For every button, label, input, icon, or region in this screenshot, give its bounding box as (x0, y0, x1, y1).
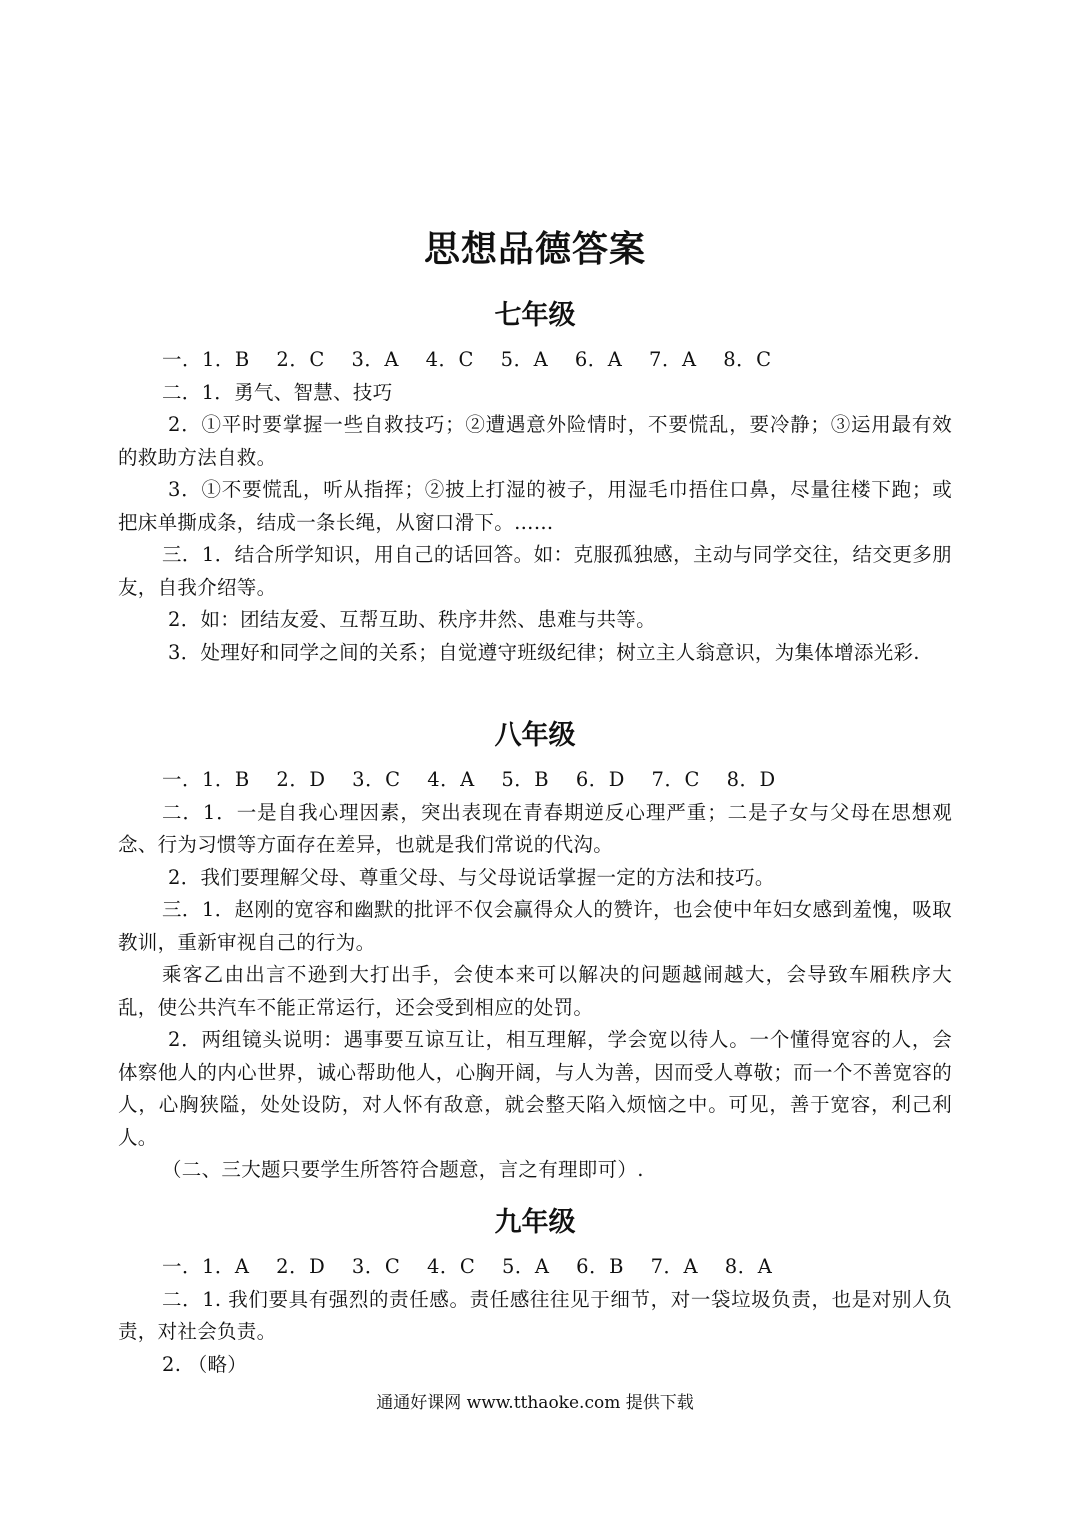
footer-download-note: 通通好课网 www.tthaoke.com 提供下载 (376, 1393, 694, 1413)
section-grade-8 (118, 716, 952, 1187)
grade-8-multiple-choice-answers: 一．1．B 2．D 3．C 4．A 5．B 6．D 7．C 8．D (162, 768, 776, 791)
grade-7-part3-q3: 3．处理好和同学之间的关系；自觉遵守班级纪律；树立主人翁意识，为集体增添光彩. (168, 640, 920, 664)
grade-8-part3-q2: 2．两组镜头说明：遇事要互谅互让，相互理解，学会宽以待人。一个懂得宽容的人，会体察他人的内心世界，诚心帮助他人，心胸开阔，与人为善，因而受人尊敬；而一个不善宽容的人，心胸狭隘，处处设防，对人怀有敌意，就会整天陷入烦恼之中。可见，善于宽容，利己利人。 (118, 1028, 952, 1149)
grade-8-part3-q1: 三．1．赵刚的宽容和幽默的批评不仅会赢得众人的赞许，也会使中年妇女感到羞愧，吸取教训，重新审视自己的行为。 (118, 898, 952, 954)
grade-7-part2-q2: 2．①平时要掌握一些自救技巧；②遭遇意外险情时，不要慌乱，要冷静；③运用最有效的救助方法自救。 (118, 413, 952, 469)
document-title: 思想品德答案 (423, 229, 646, 270)
grade-7-part2-q1: 二．1．勇气、智慧、技巧 (162, 380, 393, 404)
grade-9-part2-q2: 2. （略） (162, 1352, 248, 1376)
grade-7-heading: 七年级 (494, 300, 576, 331)
grade-7-part2-q3: 3．①不要慌乱，听从指挥；②披上打湿的被子，用湿毛巾捂住口鼻，尽量往楼下跑；或把床单撕成条，结成一条长绳，从窗口滑下。…… (118, 478, 952, 534)
grade-8-part3-q1-continued: 乘客乙由出言不逊到大打出手，会使本来可以解决的问题越闹越大，会导致车厢秩序大乱，使公共汽车不能正常运行，还会受到相应的处罚。 (118, 963, 952, 1019)
grade-7-part3-q1: 三．1．结合所学知识，用自己的话回答。如：克服孤独感，主动与同学交往，结交更多朋友，自我介绍等。 (118, 543, 952, 599)
section-grade-9 (118, 1203, 952, 1381)
grade-8-part2-q2: 2．我们要理解父母、尊重父母、与父母说话掌握一定的方法和技巧。 (168, 865, 775, 889)
grade-8-grading-note: （二、三大题只要学生所答符合题意，言之有理即可）. (162, 1158, 644, 1181)
grade-7-part3-q2: 2．如：团结友爱、互帮互助、秩序井然、患难与共等。 (168, 608, 656, 631)
grade-9-heading: 九年级 (494, 1207, 576, 1238)
grade-9-part2-q1: 二．1. 我们要具有强烈的责任感。责任感往往见于细节，对一袋垃圾负责，也是对别人负责，对社会负责。 (118, 1287, 952, 1343)
grade-9-multiple-choice-answers: 一．1．A 2．D 3．C 4．C 5．A 6．B 7．A 8．A (162, 1255, 773, 1278)
grade-8-heading: 八年级 (494, 720, 576, 751)
section-grade-7 (118, 296, 952, 669)
grade-8-part2-q1: 二．1．一是自我心理因素，突出表现在青春期逆反心理严重；二是子女与父母在思想观念、行为习惯等方面存在差异，也就是我们常说的代沟。 (118, 800, 952, 856)
grade-7-multiple-choice-answers: 一．1．B 2．C 3．A 4．C 5．A 6．A 7．A 8．C (162, 348, 772, 371)
